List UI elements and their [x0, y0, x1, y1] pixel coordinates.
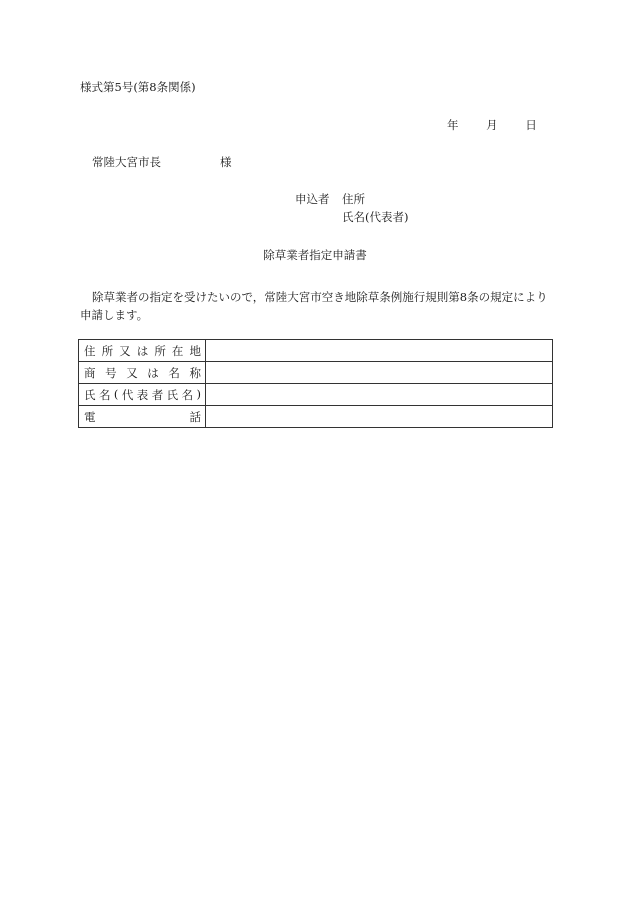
phone-value-field[interactable] [206, 406, 553, 428]
date-line [447, 120, 537, 132]
label-char: 所 [101, 343, 114, 358]
form-number: 様式第5号(第8条関係) [80, 80, 196, 94]
address-row-label [79, 340, 206, 362]
table-row [79, 362, 553, 384]
label-char: 又 [119, 343, 131, 358]
label-char: 所 [154, 343, 166, 358]
address-value-field[interactable] [206, 340, 553, 362]
addressee-honorific: 様 [220, 155, 232, 169]
label-char: は [147, 365, 159, 380]
label-char: 代 [121, 387, 134, 402]
label-char: 表 [136, 387, 149, 402]
label-char: 在 [171, 343, 184, 358]
label-char: 名 [181, 387, 194, 402]
row-label-text [84, 365, 201, 381]
label-char: 話 [189, 409, 201, 424]
applicant-name-label: 氏名(代表者) [342, 210, 409, 224]
trade-name-row-label [79, 362, 206, 384]
date-day-label: 日 [525, 118, 537, 132]
applicant-info-table [78, 339, 553, 428]
body-text: 除草業者の指定を受けたいので，常陸大宮市空き地除草条例施行規則第8条の規定により申請します。 [80, 290, 548, 322]
table-row [79, 406, 553, 428]
applicant-label: 申込者 [295, 192, 330, 206]
label-char: 地 [189, 343, 201, 358]
row-label-text [84, 409, 201, 425]
label-char: ) [196, 386, 201, 401]
label-char: 氏 [166, 387, 179, 402]
representative-name-value-field[interactable] [206, 384, 553, 406]
label-char: 氏 [84, 387, 96, 402]
table-row [79, 384, 553, 406]
date-year-label: 年 [447, 118, 459, 132]
phone-row-label [79, 406, 206, 428]
addressee: 常陸大宮市長 [92, 155, 161, 169]
applicant-address-label: 住所 [342, 192, 365, 206]
label-char: 号 [105, 365, 117, 380]
representative-name-row-label [79, 384, 206, 406]
date-month-label: 月 [486, 118, 498, 132]
label-char: ( [113, 386, 119, 401]
label-char: 商 [84, 365, 96, 380]
trade-name-value-field[interactable] [206, 362, 553, 384]
label-char: 名 [168, 365, 180, 380]
label-char: 住 [84, 343, 96, 358]
label-char: 称 [189, 365, 201, 380]
row-label-text [84, 343, 201, 359]
label-char: 名 [98, 387, 111, 402]
label-char: 者 [151, 387, 164, 402]
table-row [79, 340, 553, 362]
label-char: は [136, 343, 149, 358]
row-label-text [84, 387, 201, 403]
label-char: 又 [126, 365, 138, 380]
label-char: 電 [84, 409, 96, 424]
document-title: 除草業者指定申請書 [263, 248, 367, 262]
